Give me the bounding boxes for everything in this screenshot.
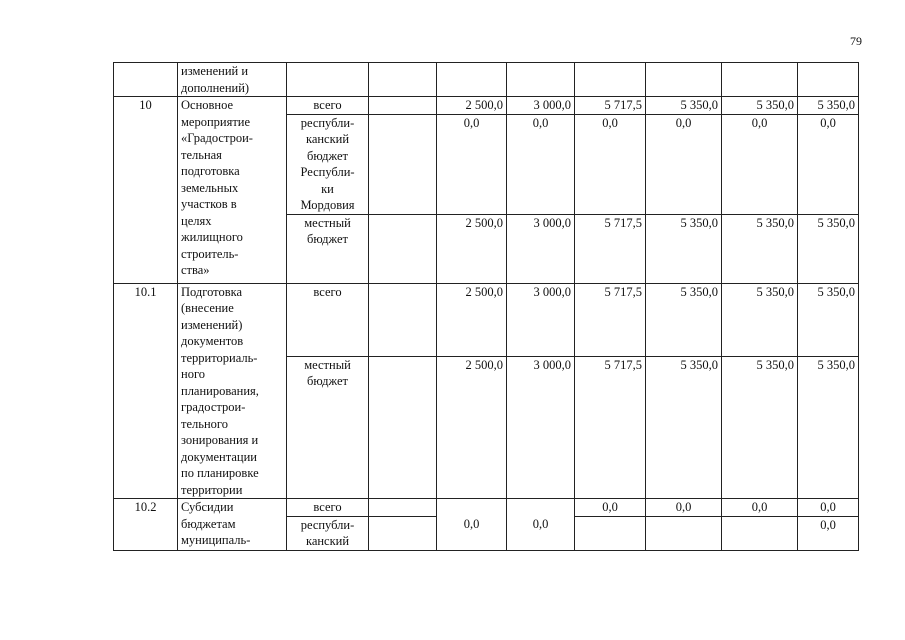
value-cell: 0,0 (507, 516, 575, 550)
value-cell: 5 717,5 (575, 97, 646, 115)
value-cell: 0,0 (798, 114, 859, 214)
row-number: 10.2 (114, 499, 178, 551)
value-cell: 0,0 (798, 499, 859, 517)
value-cell: 5 350,0 (798, 97, 859, 115)
value-cell: 0,0 (646, 114, 722, 214)
value-cell (369, 214, 437, 283)
value-cell: 2 500,0 (437, 214, 507, 283)
value-cell (646, 63, 722, 97)
value-cell (575, 63, 646, 97)
funding-source: местный бюджет (287, 214, 369, 283)
value-cell: 5 717,5 (575, 356, 646, 498)
table-row (114, 283, 859, 356)
value-cell: 2 500,0 (437, 283, 507, 356)
funding-source: республи- канский (287, 516, 369, 550)
event-name: Субсидии бюджетам муниципаль- (178, 499, 287, 551)
value-cell: 5 350,0 (798, 214, 859, 283)
value-cell: 5 350,0 (722, 97, 798, 115)
event-name: Основное мероприятие «Градострои- тельная подготовка земельных участков в целях жилищного строитель- ства» (178, 97, 287, 284)
value-cell: 5 350,0 (646, 214, 722, 283)
event-name: изменений и дополнений) (178, 63, 287, 97)
value-cell: 0,0 (437, 114, 507, 214)
value-cell (369, 516, 437, 550)
value-cell: 5 350,0 (722, 356, 798, 498)
value-cell (507, 499, 575, 517)
page-number: 79 (850, 34, 862, 48)
funding-source: республи- канский бюджет Республи- ки Мордовия (287, 114, 369, 214)
value-cell: 5 717,5 (575, 214, 646, 283)
value-cell: 3 000,0 (507, 356, 575, 498)
value-cell (437, 63, 507, 97)
row-number: 10.1 (114, 283, 178, 499)
table-row (114, 499, 859, 517)
value-cell (507, 63, 575, 97)
value-cell (722, 516, 798, 550)
funding-source: местный бюджет (287, 356, 369, 498)
value-cell: 5 350,0 (798, 356, 859, 498)
value-cell: 5 350,0 (646, 283, 722, 356)
value-cell: 3 000,0 (507, 283, 575, 356)
value-cell (369, 63, 437, 97)
value-cell: 5 350,0 (722, 283, 798, 356)
value-cell (575, 516, 646, 550)
row-number: 10 (114, 97, 178, 284)
value-cell: 0,0 (575, 499, 646, 517)
event-name: Подготовка (внесение изменений) документов территориаль- ного планирования, градострои- тельного зонирования и документации по планировке территории (178, 283, 287, 499)
budget-table (113, 62, 859, 551)
value-cell: 2 500,0 (437, 356, 507, 498)
funding-source: всего (287, 97, 369, 115)
value-cell (369, 283, 437, 356)
value-cell: 3 000,0 (507, 214, 575, 283)
value-cell: 0,0 (798, 516, 859, 550)
value-cell: 0,0 (575, 114, 646, 214)
value-cell (646, 516, 722, 550)
value-cell: 5 350,0 (646, 97, 722, 115)
value-cell: 5 717,5 (575, 283, 646, 356)
value-cell (722, 63, 798, 97)
table-row (114, 97, 859, 115)
value-cell: 0,0 (646, 499, 722, 517)
value-cell (369, 499, 437, 517)
value-cell: 0,0 (437, 516, 507, 550)
value-cell: 0,0 (507, 114, 575, 214)
value-cell: 5 350,0 (798, 283, 859, 356)
value-cell (369, 356, 437, 498)
row-number (114, 63, 178, 97)
value-cell (369, 97, 437, 115)
value-cell (369, 114, 437, 214)
funding-source (287, 63, 369, 97)
value-cell: 2 500,0 (437, 97, 507, 115)
value-cell: 0,0 (722, 114, 798, 214)
funding-source: всего (287, 283, 369, 356)
value-cell (437, 499, 507, 517)
value-cell: 3 000,0 (507, 97, 575, 115)
value-cell: 5 350,0 (722, 214, 798, 283)
funding-source: всего (287, 499, 369, 517)
table-row (114, 63, 859, 97)
value-cell (798, 63, 859, 97)
value-cell: 5 350,0 (646, 356, 722, 498)
value-cell: 0,0 (722, 499, 798, 517)
